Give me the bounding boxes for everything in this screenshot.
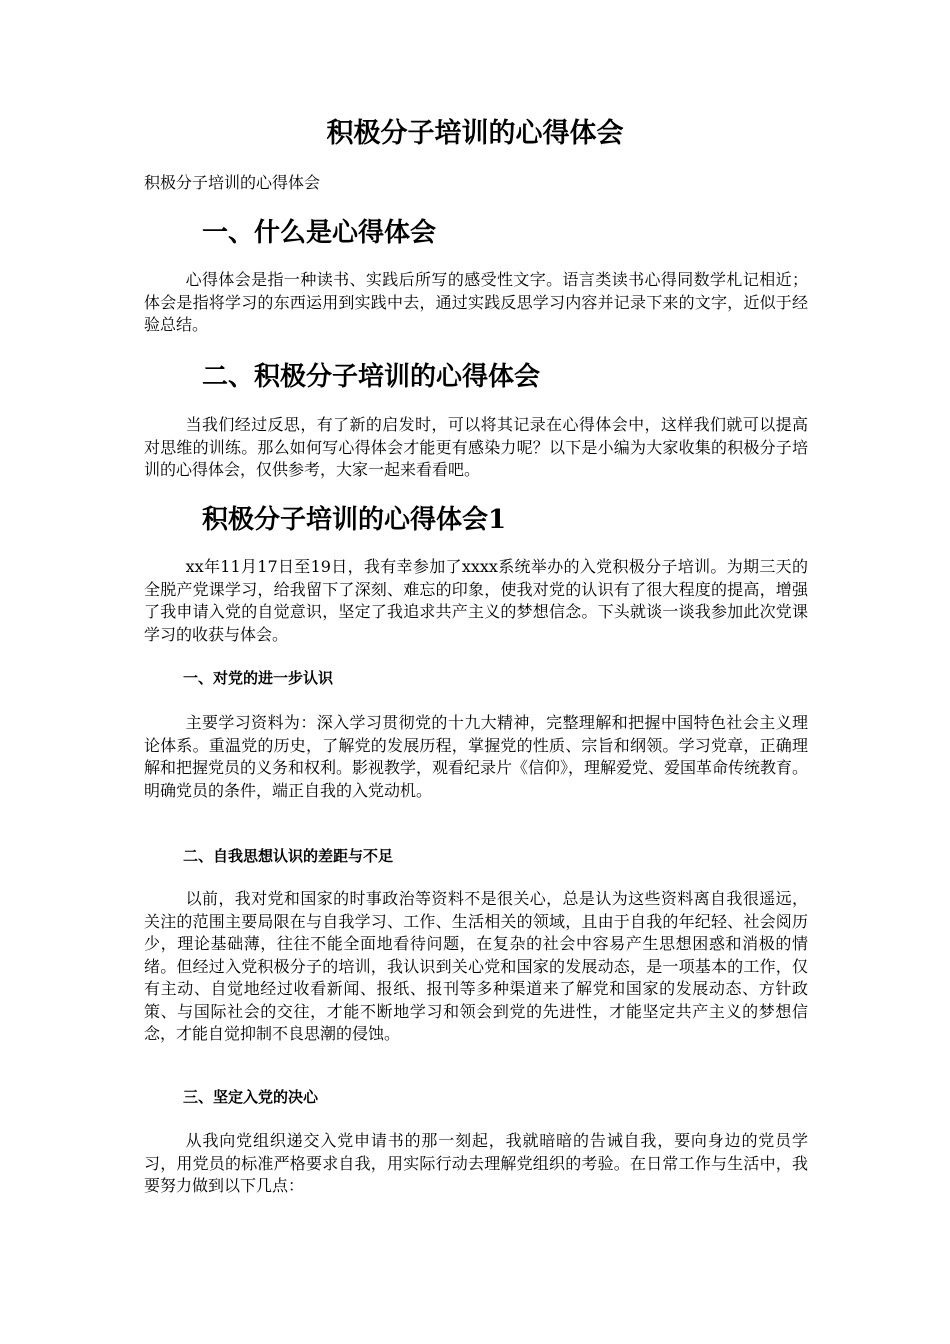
document-subtitle: 积极分子培训的心得体会	[144, 173, 321, 192]
paragraph-reflection: 以前，我对党和国家的时事政治等资料不是很关心，总是认为这些资料离自我很遥远，关注的范围主要局限在与自我学习、工作、生活相关的领域，且由于自我的年纪轻、社会阅历少，理论基础薄，往往不能全面地看待问题，在复杂的社会中容易产生思想困惑和消极的情绪。但经过入党积极分子的培训，我认识到关心党和国家的发展动态，是一项基本的工作，仅有主动、自觉地经过收看新闻、报纸、报刊等多种渠道来了解党和国家的发展动态、方针政策、与国际社会的交往，才能不断地学习和领会到党的先进性，才能坚定共产主义的梦想信念，才能自觉抑制不良思潮的侵蚀。	[144, 889, 808, 1043]
paragraph-determination: 从我向党组织递交入党申请书的那一刻起，我就暗暗的告诫自我，要向身边的党员学习，用党员的标准严格要求自我，用实际行动去理解党组织的考验。在日常工作与生活中，我要努力做到以下几点：	[144, 1131, 808, 1195]
subheading-understanding: 一、对党的进一步认识	[183, 669, 334, 687]
paragraph-definition: 心得体会是指一种读书、实践后所写的感受性文字。语言类读书心得同数学札记相近；体会是指将学习的东西运用到实践中去，通过实践反思学习内容并记录下来的文字，近似于经验总结。	[144, 270, 808, 334]
paragraph-training-summary: xx年11月17日至19日，我有幸参加了xxxx系统举办的入党积极分子培训。为期三天的全脱产党课学习，给我留下了深刻、难忘的印象，使我对党的认识有了很大程度的提高，增强了我申请入党的自觉意识，坚定了我追求共产主义的梦想信念。下头就谈一谈我参加此次党课学习的收获与体会。	[144, 557, 808, 644]
subheading-shortcomings: 二、自我思想认识的差距与不足	[183, 847, 394, 865]
heading-experience-1: 积极分子培训的心得体会1	[202, 505, 507, 535]
paragraph-intro: 当我们经过反思，有了新的启发时，可以将其记录在心得体会中，这样我们就可以提高对思维的训练。那么如何写心得体会才能更有感染力呢？以下是小编为大家收集的积极分子培训的心得体会，仅供参考，大家一起来看看吧。	[144, 415, 808, 479]
document-title: 积极分子培训的心得体会	[326, 118, 624, 149]
heading-what-is: 一、什么是心得体会	[202, 218, 437, 248]
subheading-determination: 三、坚定入党的决心	[183, 1088, 319, 1106]
paragraph-study-content: 主要学习资料为：深入学习贯彻党的十九大精神，完整理解和把握中国特色社会主义理论体系。重温党的历史，了解党的发展历程，掌握党的性质、宗旨和纲领。学习党章，正确理解和把握党员的义务和权利。影视教学，观看纪录片《信仰》，理解爱党、爱国革命传统教育。明确党员的条件，端正自我的入党动机。	[144, 713, 809, 800]
heading-training-experience: 二、积极分子培训的心得体会	[202, 362, 541, 392]
